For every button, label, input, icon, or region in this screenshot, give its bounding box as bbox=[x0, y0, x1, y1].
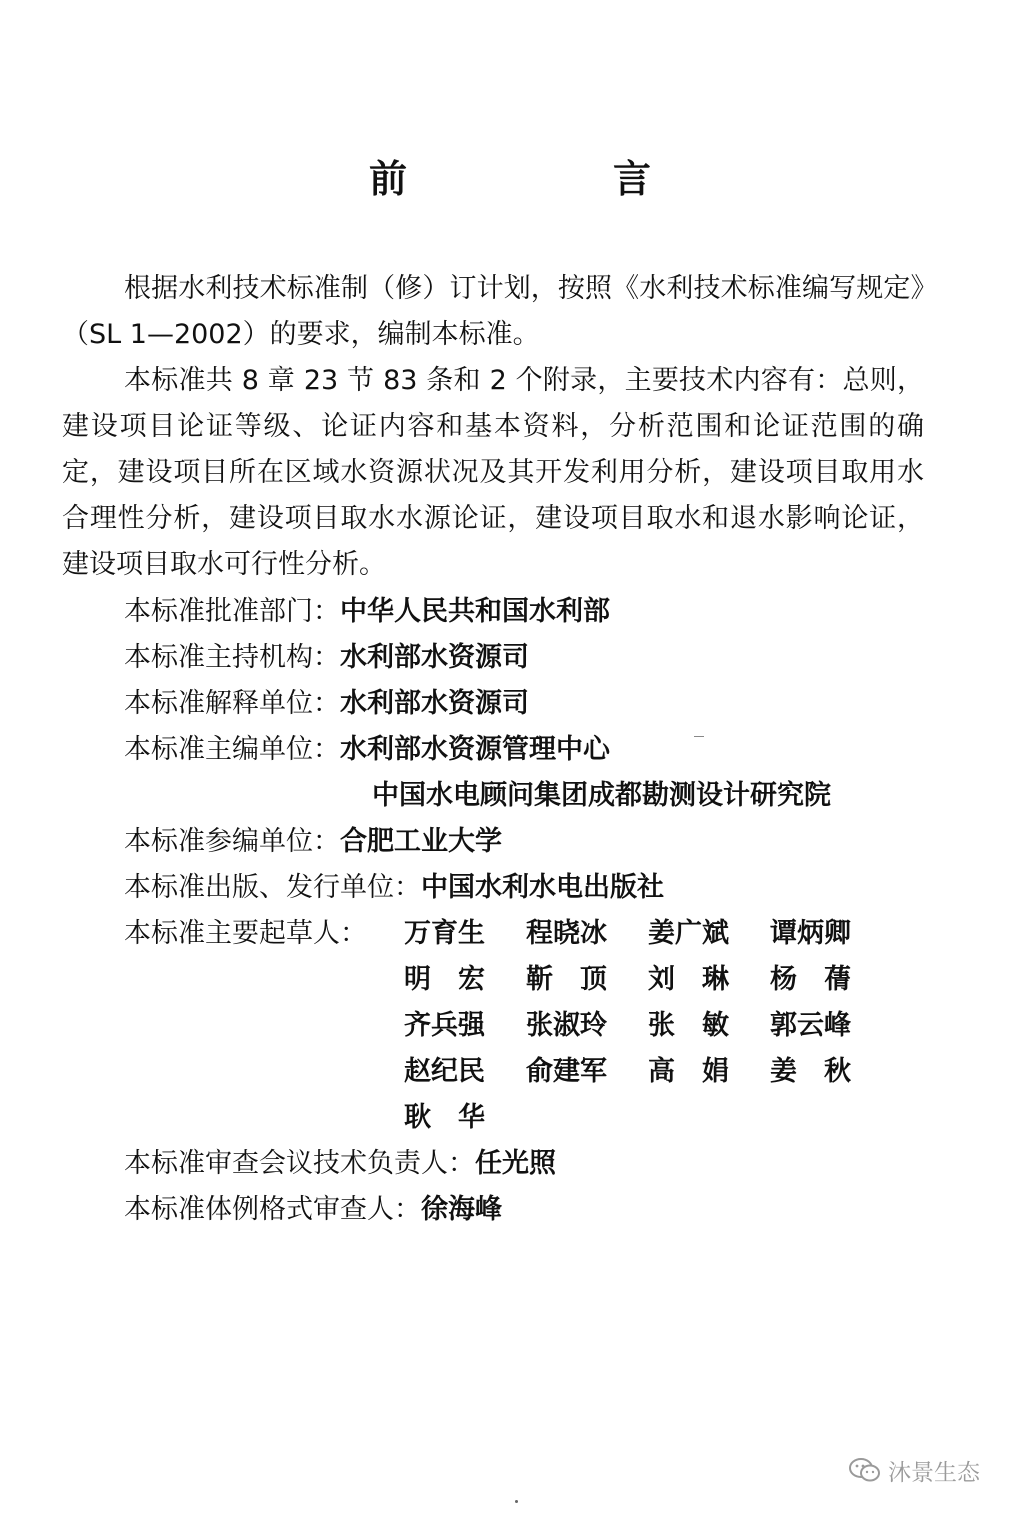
page-title: 前 言 bbox=[368, 157, 735, 201]
drafter-name: 谭炳卿 bbox=[770, 918, 851, 949]
info-value: 任光照 bbox=[475, 1148, 556, 1179]
drafter-name: 姜秋 bbox=[770, 1056, 878, 1087]
paragraph-contents: 本标准共 8 章 23 节 83 条和 2 个附录，主要技术内容有：总则，建设项目论证等级、论证内容和基本资料，分析范围和论证范围的确定，建设项目所在区域水资源状况及其开发利用分析，建设项目取用水合理性分析，建设项目取水水源论证，建设项目取水和退水影响论证，建设项目取水可行性分析。 bbox=[62, 365, 924, 580]
drafter-name: 靳顶 bbox=[526, 964, 634, 995]
info-value: 中华人民共和国水利部 bbox=[340, 596, 610, 627]
paragraph-intro: 根据水利技术标准制（修）订计划，按照《水利技术标准编写规定》（SL 1—2002）的要求，编制本标准。 bbox=[62, 273, 924, 350]
page-speck bbox=[515, 1500, 518, 1503]
drafter-name: 程晓冰 bbox=[526, 918, 607, 949]
info-value: 中国水利水电出版社 bbox=[421, 872, 664, 903]
drafter-name: 俞建军 bbox=[526, 1056, 607, 1087]
info-chief-editor-2 bbox=[372, 773, 831, 819]
info-value: 合肥工业大学 bbox=[340, 826, 502, 857]
drafter-name: 张敏 bbox=[648, 1010, 756, 1041]
info-review bbox=[124, 1141, 556, 1187]
info-participate bbox=[124, 819, 502, 865]
drafter-name: 郭云峰 bbox=[770, 1010, 851, 1041]
info-value: 水利部水资源管理中心 bbox=[340, 734, 610, 765]
info-value: 水利部水资源司 bbox=[340, 642, 529, 673]
info-label: 本标准体例格式审查人： bbox=[124, 1194, 421, 1225]
scan-mark bbox=[694, 736, 704, 737]
drafter-name: 杨蒨 bbox=[770, 964, 878, 995]
info-label: 本标准批准部门： bbox=[124, 596, 340, 627]
drafter-name: 齐兵强 bbox=[404, 1010, 485, 1041]
info-value: 徐海峰 bbox=[421, 1194, 502, 1225]
info-approval bbox=[124, 589, 610, 635]
watermark-text: 沐景生态 bbox=[888, 1459, 980, 1486]
drafter-name: 张淑玲 bbox=[526, 1010, 607, 1041]
info-format-review bbox=[124, 1187, 502, 1233]
drafter-name: 耿华 bbox=[404, 1102, 512, 1133]
drafter-name: 姜广斌 bbox=[648, 918, 729, 949]
drafter-name: 赵纪民 bbox=[404, 1056, 485, 1087]
wechat-icon bbox=[848, 1456, 882, 1484]
info-label: 本标准主持机构： bbox=[124, 642, 340, 673]
info-host bbox=[124, 635, 529, 681]
info-chief-editor bbox=[124, 727, 610, 773]
info-label: 本标准主要起草人： bbox=[124, 918, 367, 949]
info-value: 水利部水资源司 bbox=[340, 688, 529, 719]
drafter-name: 万育生 bbox=[404, 918, 485, 949]
info-value: 中国水电顾问集团成都勘测设计研究院 bbox=[372, 780, 831, 811]
info-label: 本标准出版、发行单位： bbox=[124, 872, 421, 903]
info-interpret bbox=[124, 681, 529, 727]
info-label: 本标准审查会议技术负责人： bbox=[124, 1148, 475, 1179]
info-label: 本标准主编单位： bbox=[124, 734, 340, 765]
info-label: 本标准参编单位： bbox=[124, 826, 340, 857]
drafter-name: 明宏 bbox=[404, 964, 512, 995]
info-drafters-label bbox=[124, 911, 367, 957]
info-publisher bbox=[124, 865, 664, 911]
watermark bbox=[848, 1452, 980, 1488]
drafter-name: 高娟 bbox=[648, 1056, 756, 1087]
drafter-name: 刘琳 bbox=[648, 964, 756, 995]
info-label: 本标准解释单位： bbox=[124, 688, 340, 719]
